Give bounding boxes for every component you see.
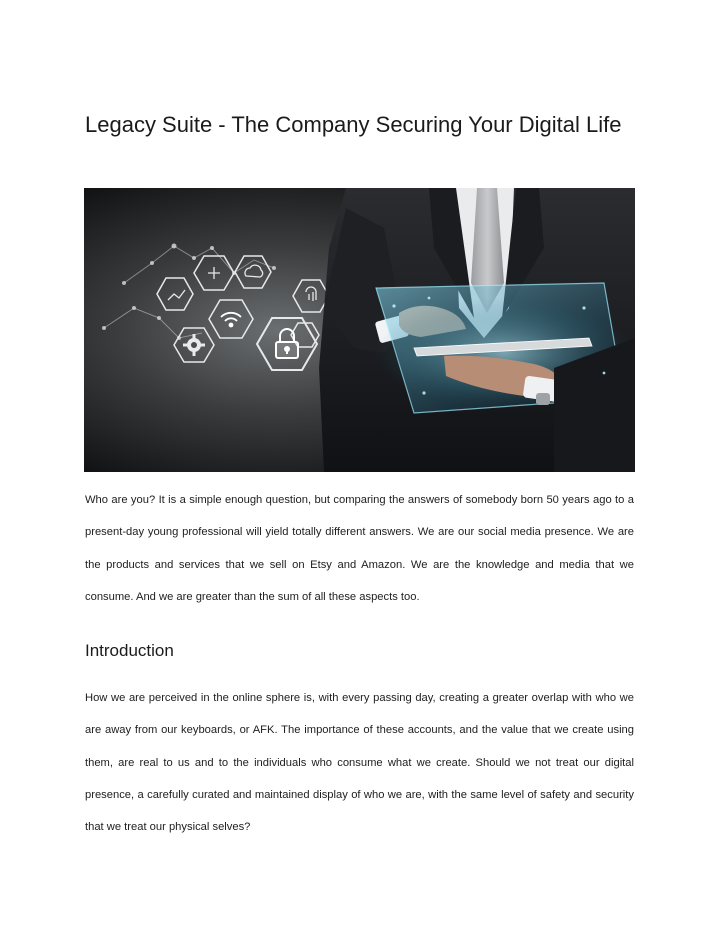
watch bbox=[536, 393, 550, 405]
section-heading-introduction: Introduction bbox=[85, 641, 174, 660]
introduction-paragraph: How we are perceived in the online sphere is, with every passing day, creating a greater overlap with who we are away from our keyboards, or AFK. The importance of these accounts, and the value that we create using them, are real to us and to the individuals who consume what we create. Should we not treat our digital presence, a carefully curated and maintained display of who we are, with the same level of safety and security that we treat our physical selves? bbox=[85, 692, 634, 834]
hero-image bbox=[84, 188, 635, 472]
intro-paragraph: Who are you? It is a simple enough question, but comparing the answers of somebody born 50 years ago to a present-day young professional will yield totally different answers. We are our social media presence. We are the products and services that we sell on Etsy and Amazon. We are the knowledge and media that we consume. And we are greater than the sum of all these aspects too. bbox=[85, 494, 634, 603]
page-title: Legacy Suite - The Company Securing Your Digital Life bbox=[85, 112, 622, 137]
